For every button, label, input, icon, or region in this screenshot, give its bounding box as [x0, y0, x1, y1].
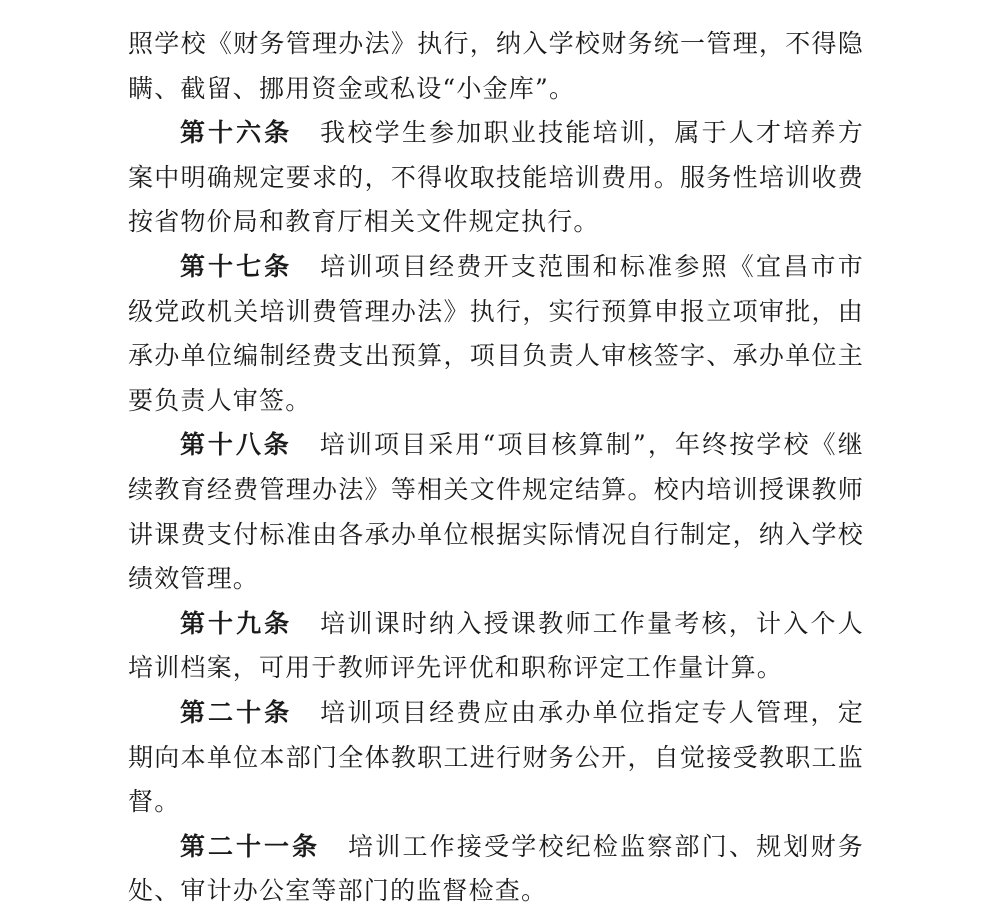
- document-page: [128, 22, 864, 914]
- article-18: [128, 423, 864, 601]
- article-number: 第十八条: [180, 430, 292, 460]
- article-number: 第十六条: [180, 118, 293, 148]
- paragraph-text: 培训工作接受学校纪检监察部门、规划财务处、审计办公室等部门的监督检查。: [128, 831, 864, 906]
- paragraph-text: 培训项目经费应由承办单位指定专人管理，定期向本单位本部门全体教职工进行财务公开，自觉接受教职工监督。: [128, 697, 864, 817]
- article-20: [128, 691, 864, 825]
- paragraph-continuation: [128, 22, 864, 111]
- article-21: [128, 825, 864, 914]
- article-number: 第二十条: [180, 697, 293, 727]
- article-number: 第十七条: [180, 251, 293, 281]
- article-17: [128, 245, 864, 423]
- article-19: [128, 602, 864, 691]
- article-number: 第二十一条: [180, 831, 321, 861]
- paragraph-text: 培训项目采用“项目核算制”，年终按学校《继续教育经费管理办法》等相关文件规定结算。校内培训授课教师讲课费支付标准由各承办单位根据实际情况自行制定，纳入学校绩效管理。: [128, 430, 864, 594]
- paragraph-text: 培训课时纳入授课教师工作量考核，计入个人培训档案，可用于教师评先评优和职称评定工作量计算。: [128, 608, 864, 683]
- article-number: 第十九条: [180, 608, 293, 638]
- paragraph-text: 我校学生参加职业技能培训，属于人才培养方案中明确规定要求的，不得收取技能培训费用。服务性培训收费按省物价局和教育厅相关文件规定执行。: [128, 118, 864, 237]
- paragraph-text: 培训项目经费开支范围和标准参照《宜昌市市级党政机关培训费管理办法》执行，实行预算申报立项审批，由承办单位编制经费支出预算，项目负责人审核签字、承办单位主要负责人审签。: [128, 251, 864, 415]
- paragraph-text: 照学校《财务管理办法》执行，纳入学校财务统一管理，不得隐瞒、截留、挪用资金或私设“小金库”。: [128, 29, 864, 103]
- article-16: [128, 111, 864, 245]
